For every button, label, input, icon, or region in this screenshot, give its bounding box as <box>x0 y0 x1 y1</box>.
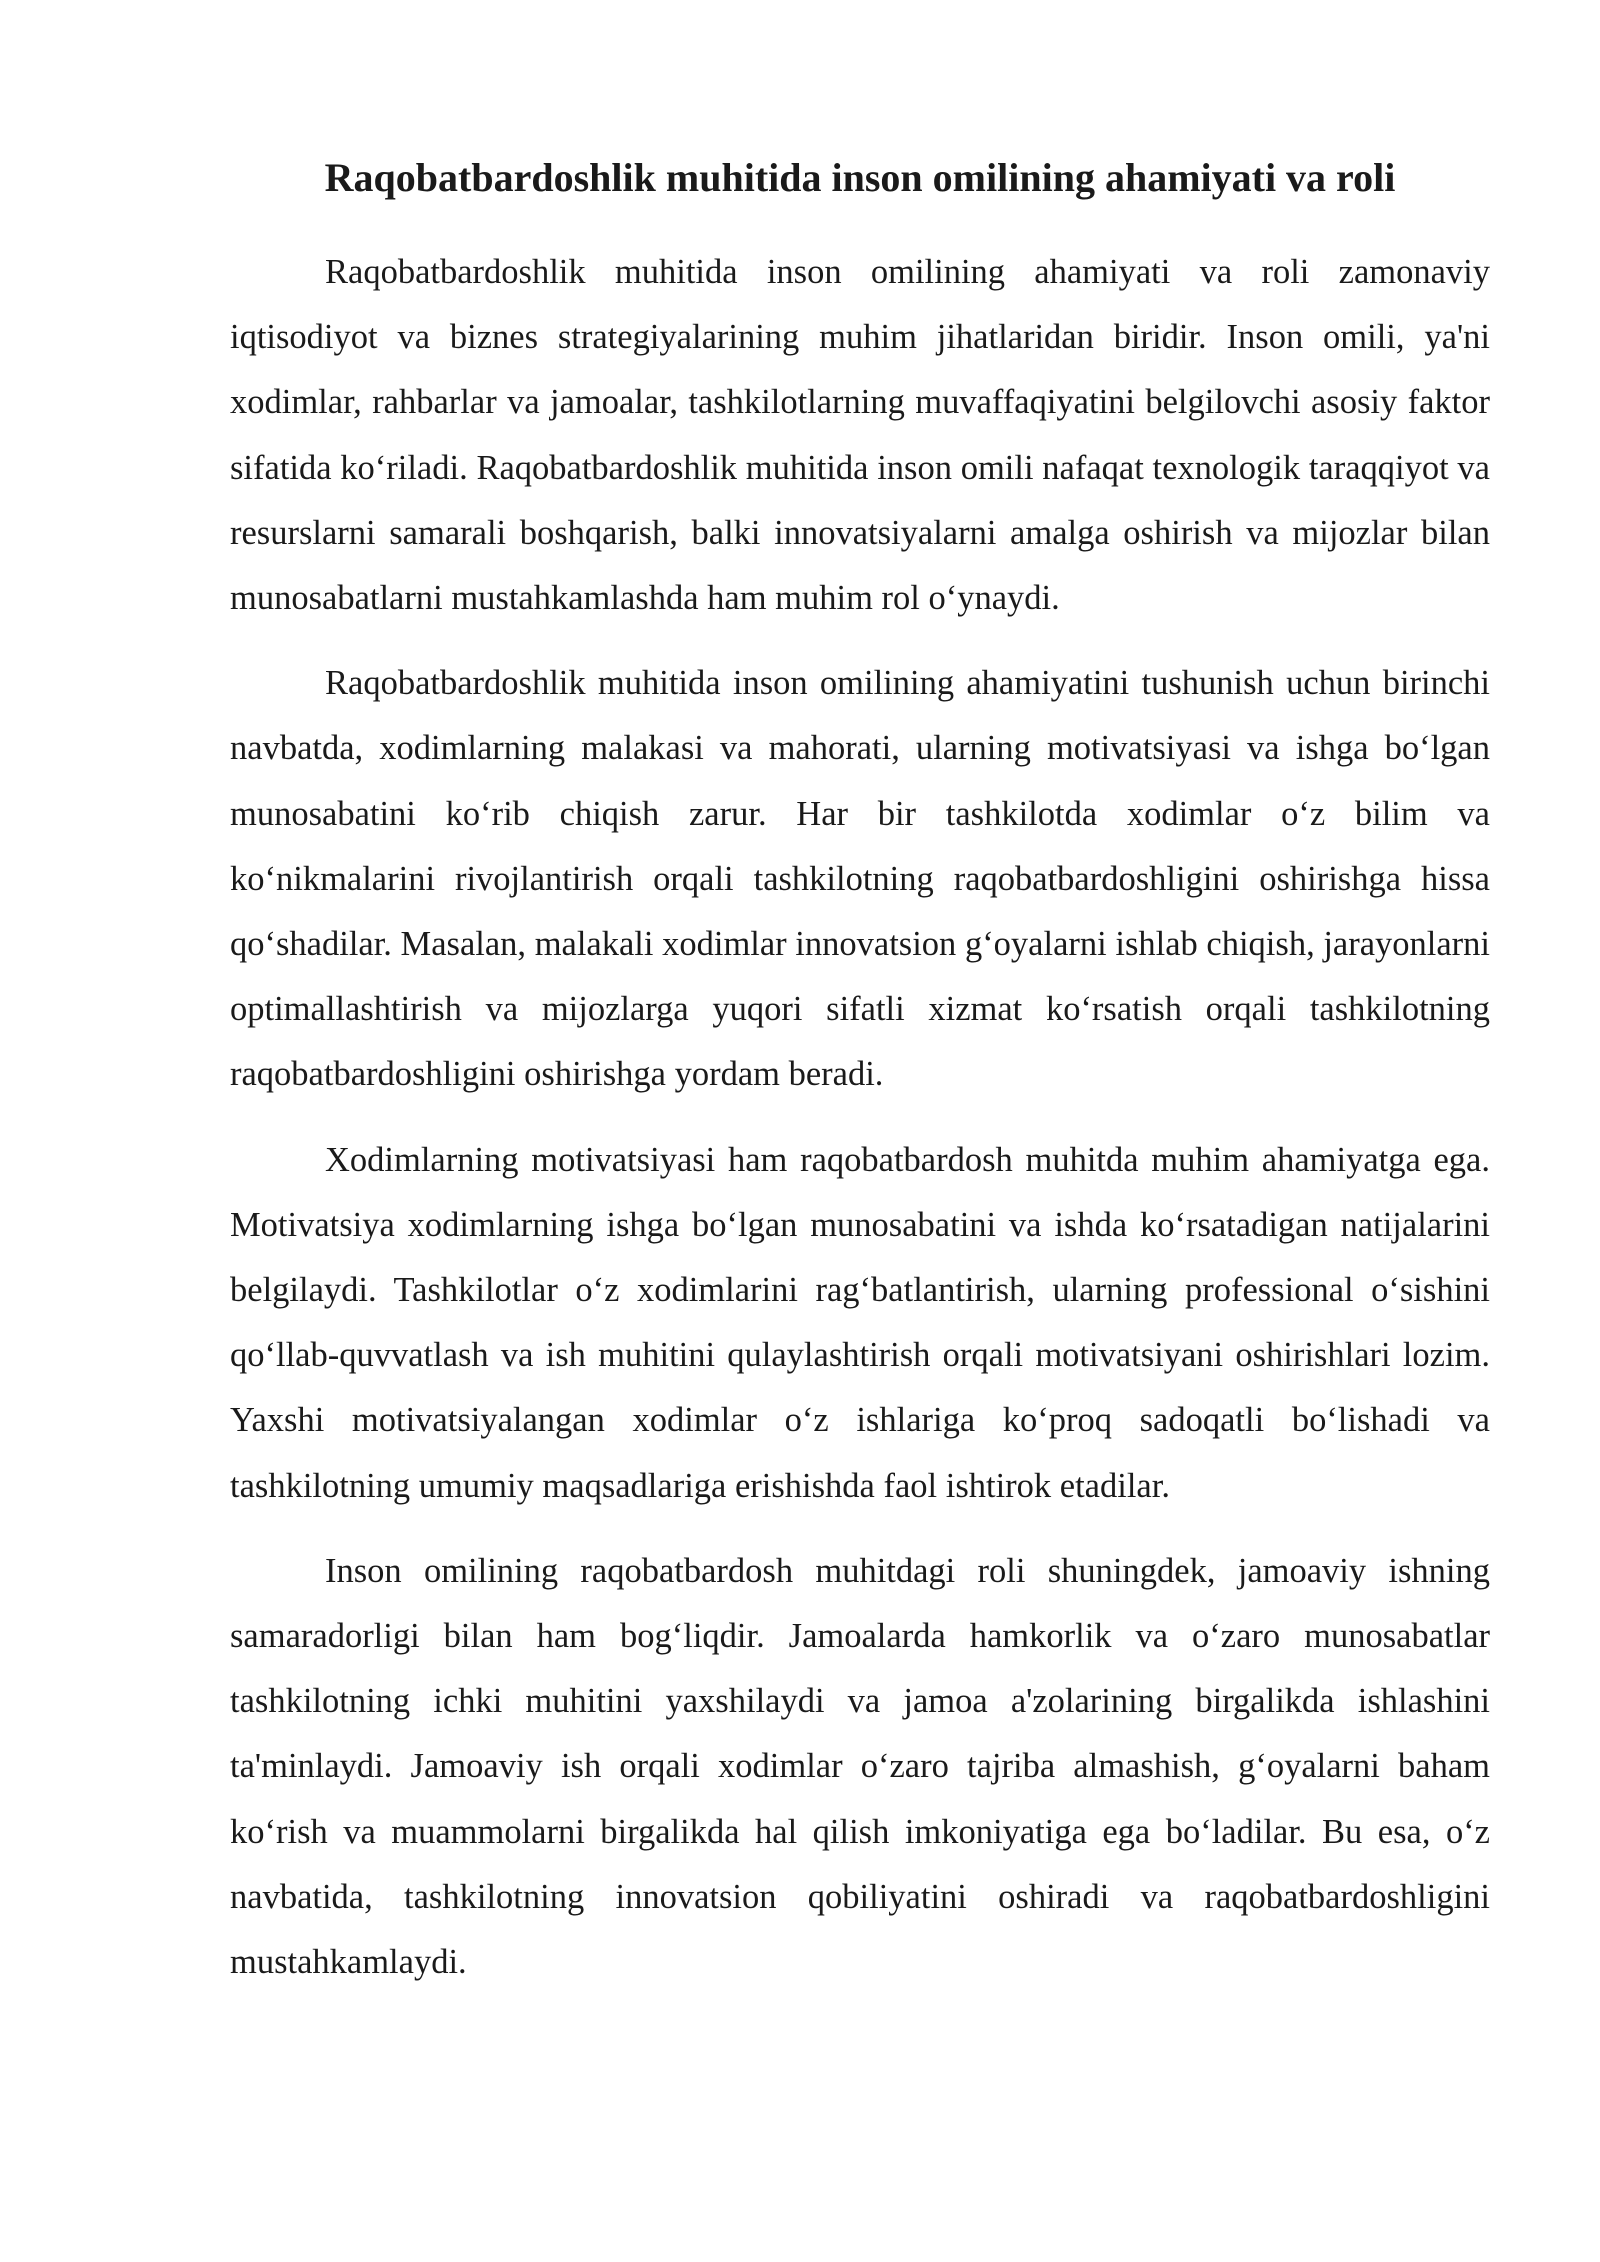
document-body <box>230 240 1490 2015</box>
document-title: Raqobatbardoshlik muhitida inson omilining ahamiyati va roli <box>324 155 1396 200</box>
paragraph-3: Xodimlarning motivatsiyasi ham raqobatbardosh muhitda muhim ahamiyatga ega. Motivatsiya xodimlarning ishga boʻlgan munosabatini va ishda koʻrsatadigan natijalarini belgilaydi. Tashkilotlar oʻz xodimlarini ragʻbatlantirish, ularning professional oʻsishini qoʻllab-quvvatlash va ish muhitini qulaylashtirish orqali motivatsiyani oshirishlari lozim. Yaxshi motivatsiyalangan xodimlar oʻz ishlariga koʻproq sadoqatli boʻlishadi va tashkilotning umumiy maqsadlariga erishishda faol ishtirok etadilar. <box>230 1140 1490 1505</box>
paragraph-4: Inson omilining raqobatbardosh muhitdagi roli shuningdek, jamoaviy ishning samaradorligi bilan ham bogʻliqdir. Jamoalarda hamkorlik va oʻzaro munosabatlar tashkilotning ichki muhitini yaxshilaydi va jamoa a'zolarining birgalikda ishlashini ta'minlaydi. Jamoaviy ish orqali xodimlar oʻzaro tajriba almashish, gʻoyalarni baham koʻrish va muammolarni birgalikda hal qilish imkoniyatiga ega boʻladilar. Bu esa, oʻz navbatida, tashkilotning innovatsion qobiliyatini oshiradi va raqobatbardoshligini mustahkamlaydi. <box>230 1551 1490 1982</box>
paragraph-2: Raqobatbardoshlik muhitida inson omilining ahamiyatini tushunish uchun birinchi navbatda, xodimlarning malakasi va mahorati, ularning motivatsiyasi va ishga boʻlgan munosabatini koʻrib chiqish zarur. Har bir tashkilotda xodimlar oʻz bilim va koʻnikmalarini rivojlantirish orqali tashkilotning raqobatbardoshligini oshirishga hissa qoʻshadilar. Masalan, malakali xodimlar innovatsion gʻoyalarni ishlab chiqish, jarayonlarni optimallashtirish va mijozlarga yuqori sifatli xizmat koʻrsatish orqali tashkilotning raqobatbardoshligini oshirishga yordam beradi. <box>230 664 1490 1094</box>
paragraph-1: Raqobatbardoshlik muhitida inson omilining ahamiyati va roli zamonaviy iqtisodiyot va biznes strategiyalarining muhim jihatlaridan biridir. Inson omili, ya'ni xodimlar, rahbarlar va jamoalar, tashkilotlarning muvaffaqiyatini belgilovchi asosiy faktor sifatida koʻriladi. Raqobatbardoshlik muhitida inson omili nafaqat texnologik taraqqiyot va resurslarni samarali boshqarish, balki innovatsiyalarni amalga oshirish va mijozlar bilan munosabatlarni mustahkamlashda ham muhim rol oʻynaydi. <box>230 253 1490 618</box>
